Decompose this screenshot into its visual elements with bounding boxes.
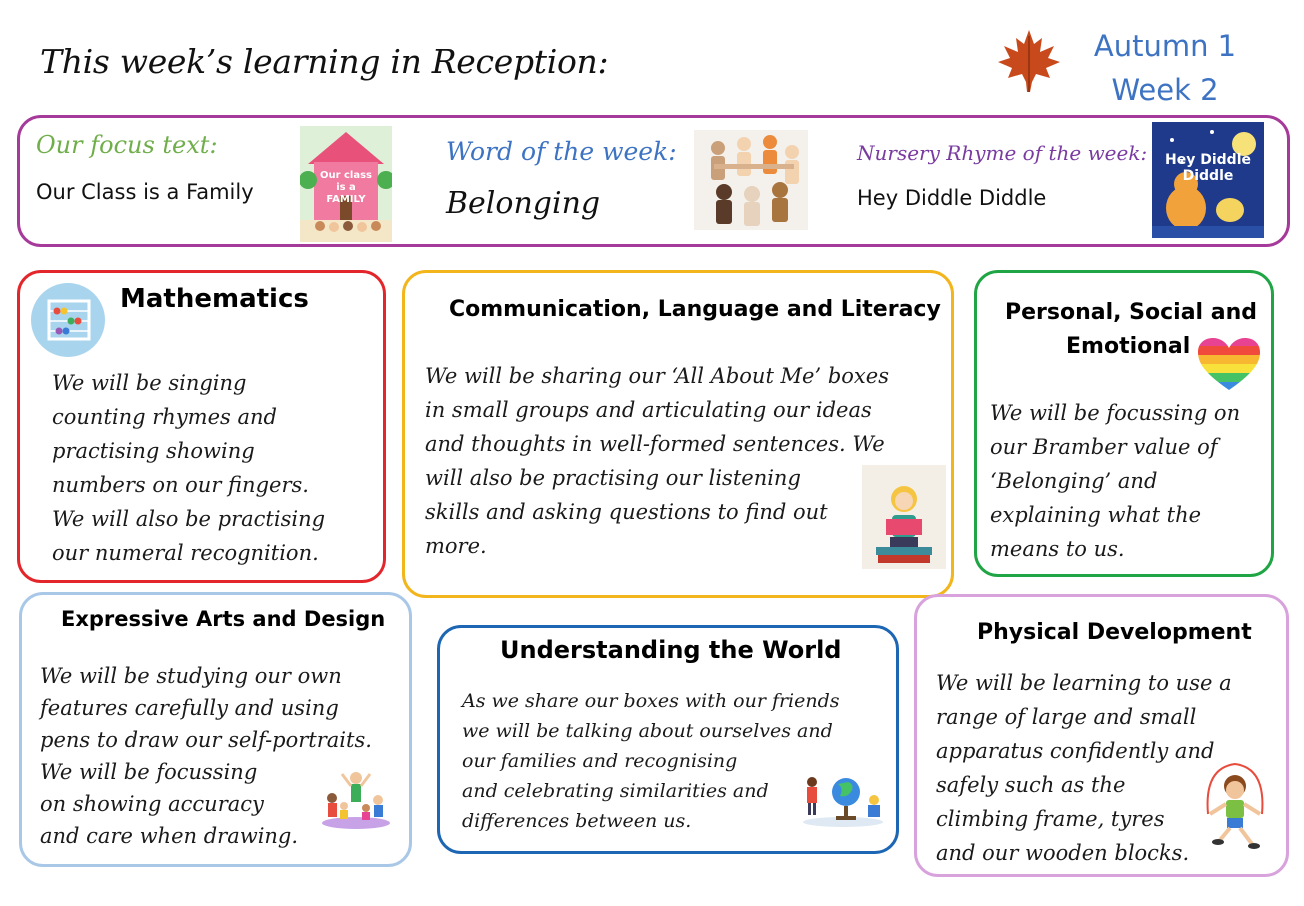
girl-reading-image bbox=[862, 465, 946, 569]
maths-line: our numeral recognition. bbox=[52, 541, 319, 565]
pse-line: We will be focussing on bbox=[990, 401, 1241, 425]
pd-line: safely such as the bbox=[936, 773, 1126, 797]
ead-line: features carefully and using bbox=[40, 696, 339, 720]
focus-book-cover bbox=[300, 126, 392, 242]
cll-heading: Communication, Language and Literacy bbox=[449, 297, 941, 322]
word-of-week-label: Word of the week: bbox=[446, 137, 677, 166]
term-label bbox=[1082, 24, 1248, 112]
word-of-week: Belonging bbox=[446, 186, 601, 221]
maths-heading: Mathematics bbox=[120, 284, 309, 314]
focus-text-title: Our Class is a Family bbox=[36, 180, 254, 204]
term-name: Autumn 1 bbox=[1093, 29, 1237, 63]
abacus-icon bbox=[31, 283, 105, 357]
focus-text-label: Our focus text: bbox=[36, 131, 218, 159]
pse-line: our Bramber value of bbox=[990, 435, 1218, 459]
ead-line: pens to draw our self-portraits. bbox=[40, 728, 372, 752]
pd-line: range of large and small bbox=[936, 705, 1197, 729]
cll-line: will also be practising our listening bbox=[425, 466, 801, 490]
pd-line: apparatus confidently and bbox=[936, 739, 1215, 763]
cll-text bbox=[425, 359, 889, 563]
boy-skipping-icon bbox=[1200, 760, 1270, 850]
cll-line: skills and asking questions to find out bbox=[425, 500, 828, 524]
pse-line: means to us. bbox=[990, 537, 1125, 561]
pse-line: ‘Belonging’ and bbox=[990, 469, 1158, 493]
pd-line: We will be learning to use a bbox=[936, 671, 1232, 695]
pd-heading: Physical Development bbox=[977, 620, 1252, 645]
ead-line: We will be studying our own bbox=[40, 664, 342, 688]
cll-line: more. bbox=[425, 534, 487, 558]
nursery-rhyme-label: Nursery Rhyme of the week: bbox=[857, 141, 1148, 165]
ead-line: and care when drawing. bbox=[40, 824, 299, 848]
maths-text bbox=[52, 366, 325, 570]
pd-line: and our wooden blocks. bbox=[936, 841, 1190, 865]
maths-line: We will also be practising bbox=[52, 507, 326, 531]
utw-text bbox=[462, 686, 840, 836]
paper-chain-people-image bbox=[694, 130, 808, 230]
utw-line: and celebrating similarities and bbox=[462, 780, 769, 802]
maths-line: We will be singing bbox=[52, 371, 247, 395]
rhyme-book-title: Hey Diddle Diddle bbox=[1165, 152, 1251, 184]
utw-line: our families and recognising bbox=[462, 750, 738, 772]
ead-line: We will be focussing bbox=[40, 760, 258, 784]
ead-line: on showing accuracy bbox=[40, 792, 264, 816]
focus-book-title: Our class is a FAMILY bbox=[319, 170, 373, 205]
maple-leaf-icon bbox=[996, 26, 1062, 96]
week-number: Week 2 bbox=[1111, 73, 1219, 107]
utw-line: As we share our boxes with our friends bbox=[462, 690, 840, 712]
maths-line: counting rhymes and bbox=[52, 405, 277, 429]
maths-line: numbers on our fingers. bbox=[52, 473, 309, 497]
utw-line: differences between us. bbox=[462, 810, 692, 832]
pse-heading-line2: Emotional bbox=[1066, 334, 1191, 359]
rainbow-heart-icon bbox=[1196, 336, 1262, 392]
pse-heading-line1: Personal, Social and bbox=[1005, 300, 1258, 325]
cll-line: and thoughts in well-formed sentences. We bbox=[425, 432, 885, 456]
cll-line: in small groups and articulating our ideas bbox=[425, 398, 872, 422]
pse-text bbox=[990, 396, 1240, 566]
ead-heading: Expressive Arts and Design bbox=[61, 607, 386, 631]
rhyme-book-cover bbox=[1152, 122, 1264, 238]
children-dancing-icon bbox=[318, 768, 394, 830]
pd-line: climbing frame, tyres bbox=[936, 807, 1165, 831]
children-globe-icon bbox=[800, 770, 886, 828]
pse-line: explaining what the bbox=[990, 503, 1202, 527]
cll-line: We will be sharing our ‘All About Me’ boxes bbox=[425, 364, 889, 388]
page-title: This week’s learning in Reception: bbox=[40, 42, 609, 81]
utw-heading: Understanding the World bbox=[500, 636, 842, 664]
pd-text bbox=[936, 666, 1232, 870]
nursery-rhyme-title: Hey Diddle Diddle bbox=[857, 186, 1047, 210]
utw-line: we will be talking about ourselves and bbox=[462, 720, 833, 742]
maths-line: practising showing bbox=[52, 439, 255, 463]
